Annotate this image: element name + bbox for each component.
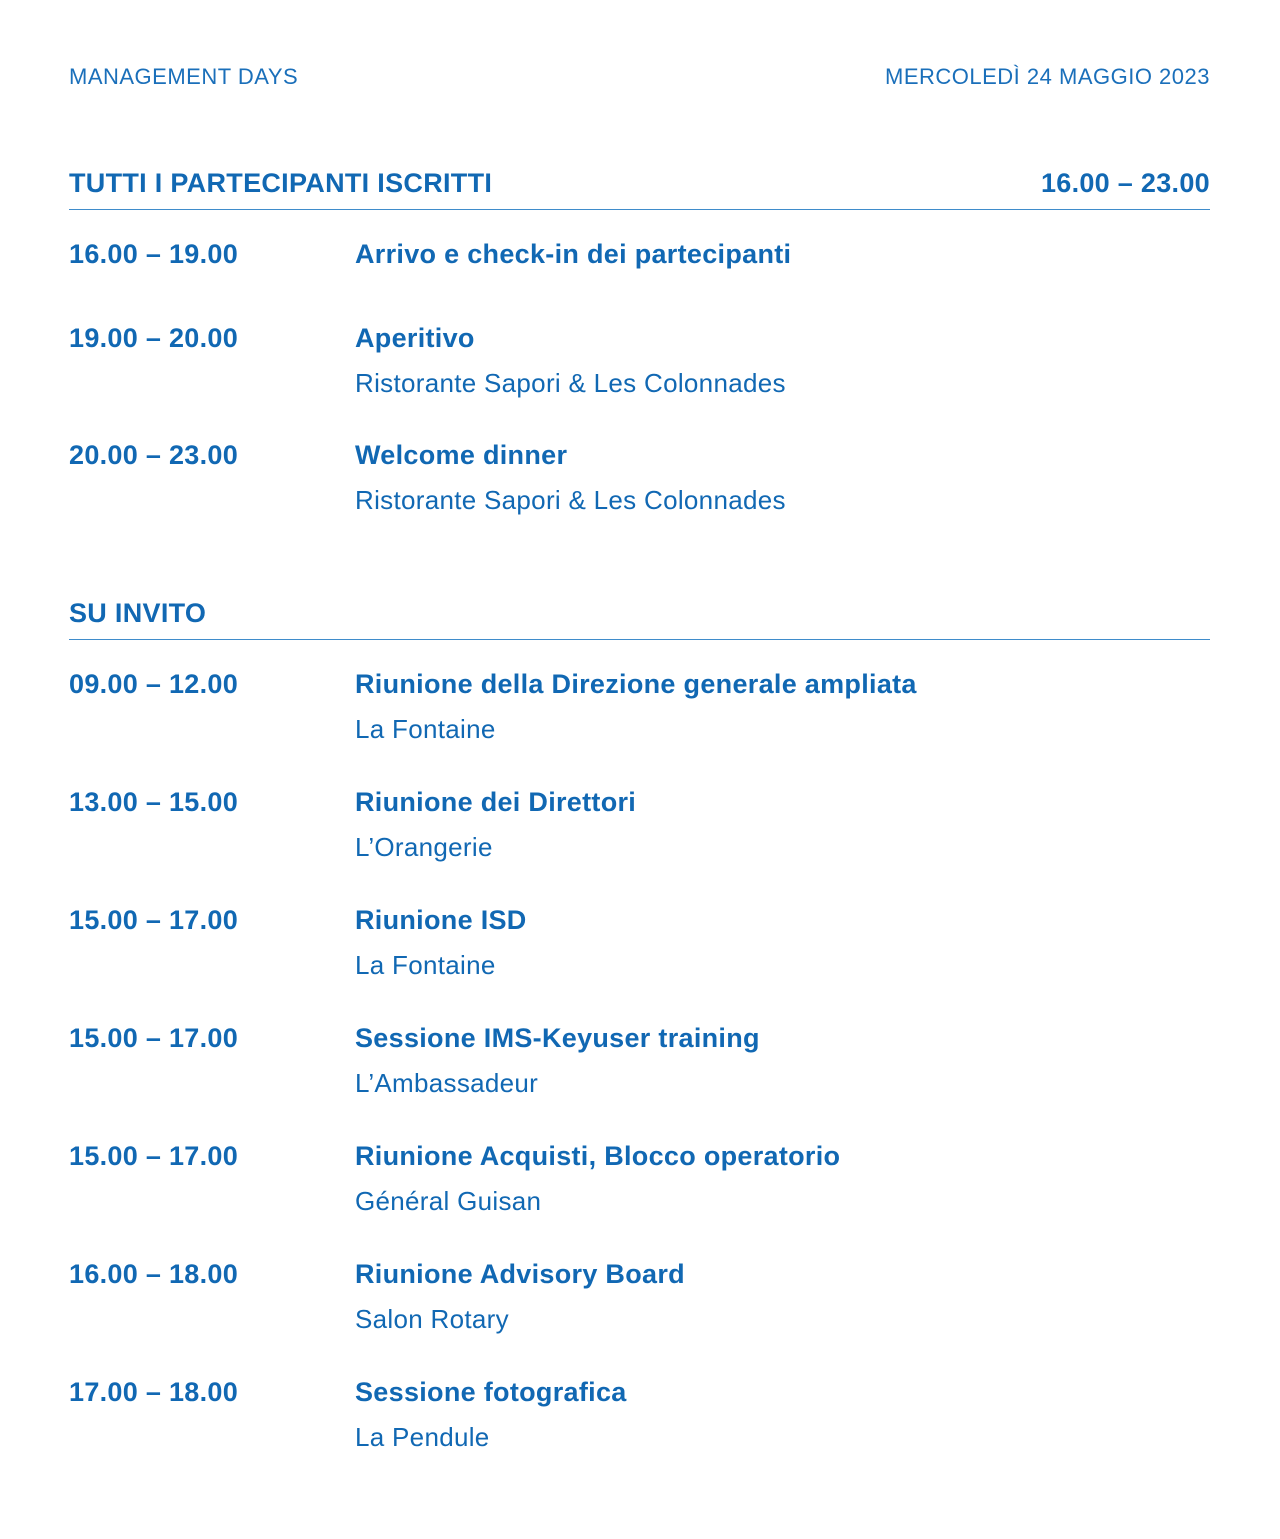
schedule-time: 13.00 – 15.00 xyxy=(69,787,239,817)
schedule-info xyxy=(355,439,1210,516)
schedule-time: 19.00 – 20.00 xyxy=(69,323,239,353)
schedule-location: Salon Rotary xyxy=(355,1304,509,1334)
section-title: TUTTI I PARTECIPANTI ISCRITTI xyxy=(69,168,493,198)
schedule-info xyxy=(355,1376,1210,1453)
schedule-info xyxy=(355,668,1210,745)
schedule-list xyxy=(69,238,1210,516)
section-header xyxy=(69,598,1210,640)
schedule-title: Riunione ISD xyxy=(355,905,527,935)
schedule-location: Général Guisan xyxy=(355,1186,542,1216)
schedule-info xyxy=(355,1022,1210,1099)
schedule-time: 15.00 – 17.00 xyxy=(69,905,239,935)
schedule-item xyxy=(69,668,1210,745)
event-name: MANAGEMENT DAYS xyxy=(69,64,299,89)
schedule-location: La Fontaine xyxy=(355,950,496,980)
schedule-item xyxy=(69,238,1210,270)
schedule-title: Riunione dei Direttori xyxy=(355,787,637,817)
schedule-time: 09.00 – 12.00 xyxy=(69,669,239,699)
schedule-title: Riunione Acquisti, Blocco operatorio xyxy=(355,1141,841,1171)
page-header xyxy=(69,64,1210,90)
schedule-title: Arrivo e check-in dei partecipanti xyxy=(355,239,792,269)
schedule-title: Sessione IMS-Keyuser training xyxy=(355,1023,760,1053)
schedule-item xyxy=(69,1022,1210,1099)
schedule-info xyxy=(355,786,1210,863)
schedule-title: Riunione della Direzione generale ampliata xyxy=(355,669,917,699)
section-header xyxy=(69,168,1210,210)
schedule-time: 15.00 – 17.00 xyxy=(69,1023,239,1053)
schedule-time: 16.00 – 18.00 xyxy=(69,1259,239,1289)
schedule-time: 17.00 – 18.00 xyxy=(69,1377,239,1407)
schedule-info xyxy=(355,1258,1210,1335)
schedule-location: Ristorante Sapori & Les Colonnades xyxy=(355,368,786,398)
schedule-info xyxy=(355,904,1210,981)
schedule-title: Sessione fotografica xyxy=(355,1377,627,1407)
schedule-item xyxy=(69,439,1210,516)
schedule-info xyxy=(355,1140,1210,1217)
schedule-time: 16.00 – 19.00 xyxy=(69,239,239,269)
event-date: MERCOLEDÌ 24 MAGGIO 2023 xyxy=(885,64,1210,89)
schedule-location: L’Orangerie xyxy=(355,832,493,862)
schedule-title: Riunione Advisory Board xyxy=(355,1259,685,1289)
schedule-list xyxy=(69,668,1210,1453)
schedule-title: Welcome dinner xyxy=(355,440,568,470)
schedule-location: Ristorante Sapori & Les Colonnades xyxy=(355,485,786,515)
schedule-info xyxy=(355,322,1210,399)
schedule-location: L’Ambassadeur xyxy=(355,1068,539,1098)
schedule-item xyxy=(69,1376,1210,1453)
schedule-location: La Fontaine xyxy=(355,714,496,744)
section-by-invitation xyxy=(69,598,1210,1494)
schedule-time: 15.00 – 17.00 xyxy=(69,1141,239,1171)
schedule-item xyxy=(69,1140,1210,1217)
section-all-participants xyxy=(69,168,1210,556)
section-title: SU INVITO xyxy=(69,598,207,628)
schedule-item xyxy=(69,1258,1210,1335)
schedule-location: La Pendule xyxy=(355,1422,490,1452)
schedule-item xyxy=(69,904,1210,981)
schedule-info xyxy=(355,238,1210,270)
schedule-time: 20.00 – 23.00 xyxy=(69,440,239,470)
schedule-item xyxy=(69,322,1210,399)
section-time: 16.00 – 23.00 xyxy=(1040,168,1210,198)
schedule-title: Aperitivo xyxy=(355,323,475,353)
schedule-item xyxy=(69,786,1210,863)
